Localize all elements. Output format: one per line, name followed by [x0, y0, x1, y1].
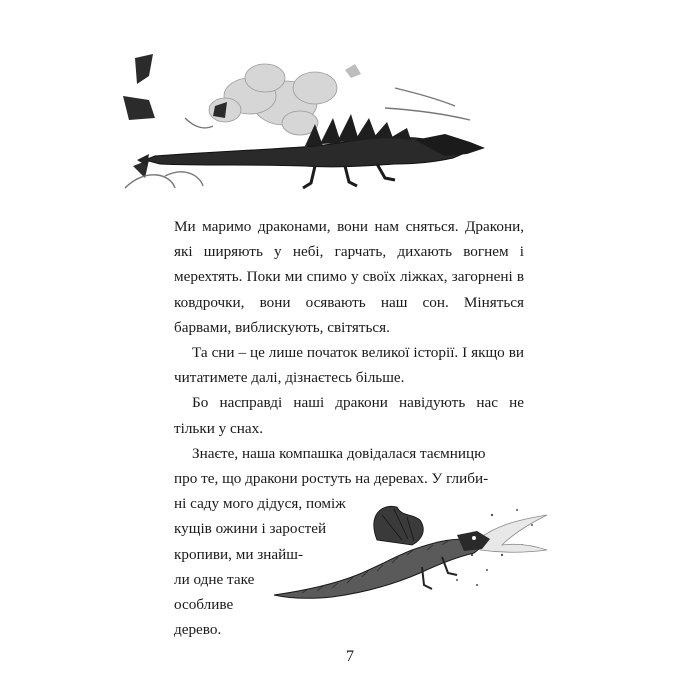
page-number: 7 — [346, 648, 354, 665]
flying-dragon-illustration — [115, 48, 515, 198]
paragraph-1: Ми маримо драконами, вони нам сняться. Дракони, які ширяють у небі, гарчать, дихають вогнем і мерехтять. Поки ми спимо у своїх ліжках, загорнені в ковдрочки, вони осявають наш сон. Міняться барвами, виблискують, світяться. — [174, 218, 524, 336]
paragraph-4-line: кущів ожини і заростей — [174, 520, 327, 538]
paragraph-4-line: кропиви, ми знайш- — [174, 545, 303, 563]
paragraph-4-line: про те, що дракони ростуть на деревах. У глиби- — [174, 470, 489, 488]
paragraph-4-line: особливе — [174, 596, 234, 614]
paragraph-3: Бо насправді наші дракони навідують нас не тільки у снах. — [174, 394, 524, 437]
paragraph-4-line: дерево. — [174, 621, 222, 639]
paragraph-4-line: Знаєте, наша компашка довідалася таємницю — [192, 444, 486, 462]
paragraph-4-line: ли одне таке — [174, 570, 255, 588]
paragraph-2: Та сни – це лише початок великої історії. І якщо ви читатимете далі, дізнаєтесь більше. — [174, 344, 524, 387]
fire-dragon-illustration — [262, 495, 552, 615]
paragraph-4-line: ні саду мого дідуся, поміж — [174, 495, 346, 513]
